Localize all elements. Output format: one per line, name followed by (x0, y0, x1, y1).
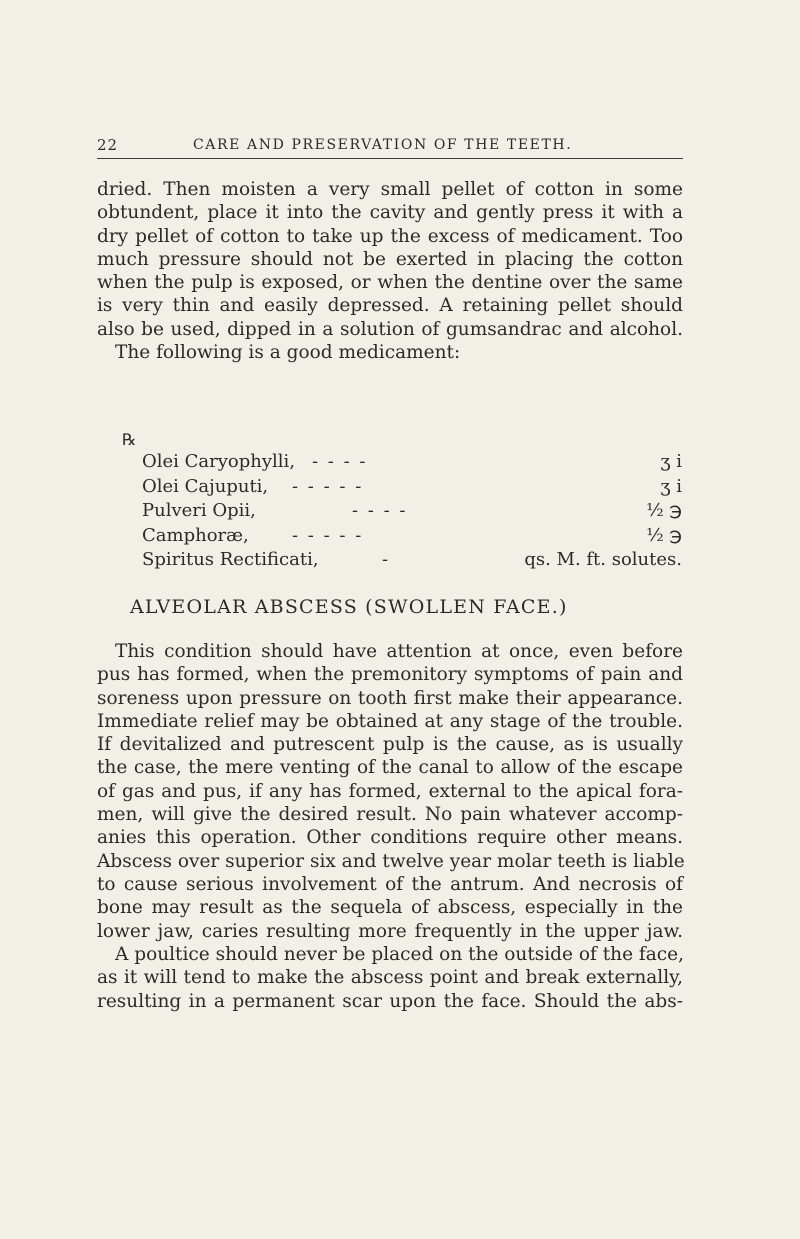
text-line: dry pellet of cotton to take up the excess of medicament. Too (97, 225, 683, 247)
text-line: A poultice should never be placed on the outside of the face, (115, 944, 684, 965)
leader-dashes: - - - - - (292, 475, 364, 497)
text-line: The following is a good medicament: (115, 342, 461, 364)
ingredient-name: Olei Cajuputi, (142, 475, 269, 497)
page-header (97, 136, 683, 159)
ingredient-quantity: ½ ℈ (646, 500, 682, 521)
leader-dashes: - - - - (312, 451, 368, 472)
ingredient-name: Olei Caryophylli, (142, 451, 296, 472)
text-line: as it will tend to make the abscess point and break externally, (97, 967, 683, 989)
text-line: bone may result as the sequela of abscess, especially in the (97, 897, 683, 919)
text-line: men, will give the desired result. No pain whatever accomp- (97, 804, 683, 826)
ingredient-quantity: ʒ i (660, 451, 682, 472)
text-line: of gas and pus, if any has formed, external to the apical fora- (97, 780, 683, 802)
leader-dashes: - (382, 549, 391, 570)
page-number: 22 (97, 136, 119, 154)
prescription-row (142, 499, 682, 524)
running-head: CARE AND PRESERVATION OF THE TEETH. (193, 137, 573, 153)
ingredient-name: Pulveri Opii, (142, 500, 256, 521)
section-heading: ALVEOLAR ABSCESS (SWOLLEN FACE.) (130, 596, 568, 618)
text-line: This condition should have attention at once, even before (115, 641, 683, 662)
prescription-list (142, 450, 682, 573)
text-line: Immediate relief may be obtained at any stage of the trouble. (97, 710, 683, 732)
text-line: the case, the mere venting of the canal to allow of the escape (97, 757, 683, 779)
text-line: If devitalized and putrescent pulp is the cause, as is usually (97, 734, 683, 756)
text-line: to cause serious involvement of the antrum. And necrosis of (97, 873, 683, 895)
paragraph-1 (97, 178, 683, 364)
text-line: anies this operation. Other conditions require other means. (97, 827, 683, 849)
text-line: is very thin and easily depressed. A retaining pellet should (97, 295, 683, 317)
text-line: much pressure should not be exerted in placing the cotton (97, 248, 683, 270)
ingredient-quantity: ½ ℈ (646, 524, 682, 546)
text-line: pus has formed, when the premonitory symptoms of pain and (97, 664, 683, 686)
text-line: lower jaw, caries resulting more frequently in the upper jaw. (97, 920, 683, 942)
ingredient-quantity: qs. M. ft. solutes. (524, 549, 682, 570)
ingredient-name: Camphoræ, (142, 524, 249, 546)
leader-dashes: - - - - - (292, 524, 364, 546)
prescription-row (142, 548, 682, 573)
prescription-row (142, 450, 682, 475)
text-line: obtundent, place it into the cavity and gently press it with a (97, 202, 683, 224)
text-line: dried. Then moisten a very small pellet of cotton in some (97, 179, 683, 200)
text-line: when the pulp is exposed, or when the dentine over the same (97, 272, 683, 294)
prescription-symbol: ℞ (122, 430, 137, 449)
ingredient-name: Spiritus Rectificati, (142, 549, 319, 570)
text-line: resulting in a permanent scar upon the face. Should the abs- (97, 990, 683, 1012)
text-line: Abscess over superior six and twelve year molar teeth is liable (97, 850, 685, 872)
paragraph-3 (97, 943, 683, 1013)
text-line: soreness upon pressure on tooth first make their appearance. (97, 687, 683, 709)
ingredient-quantity: ʒ i (660, 475, 682, 497)
leader-dashes: - - - - (352, 500, 408, 521)
text-line: also be used, dipped in a solution of gumsandrac and alcohol. (97, 318, 683, 340)
prescription-row (142, 475, 682, 500)
paragraph-2 (97, 640, 683, 943)
prescription-row (142, 524, 682, 549)
